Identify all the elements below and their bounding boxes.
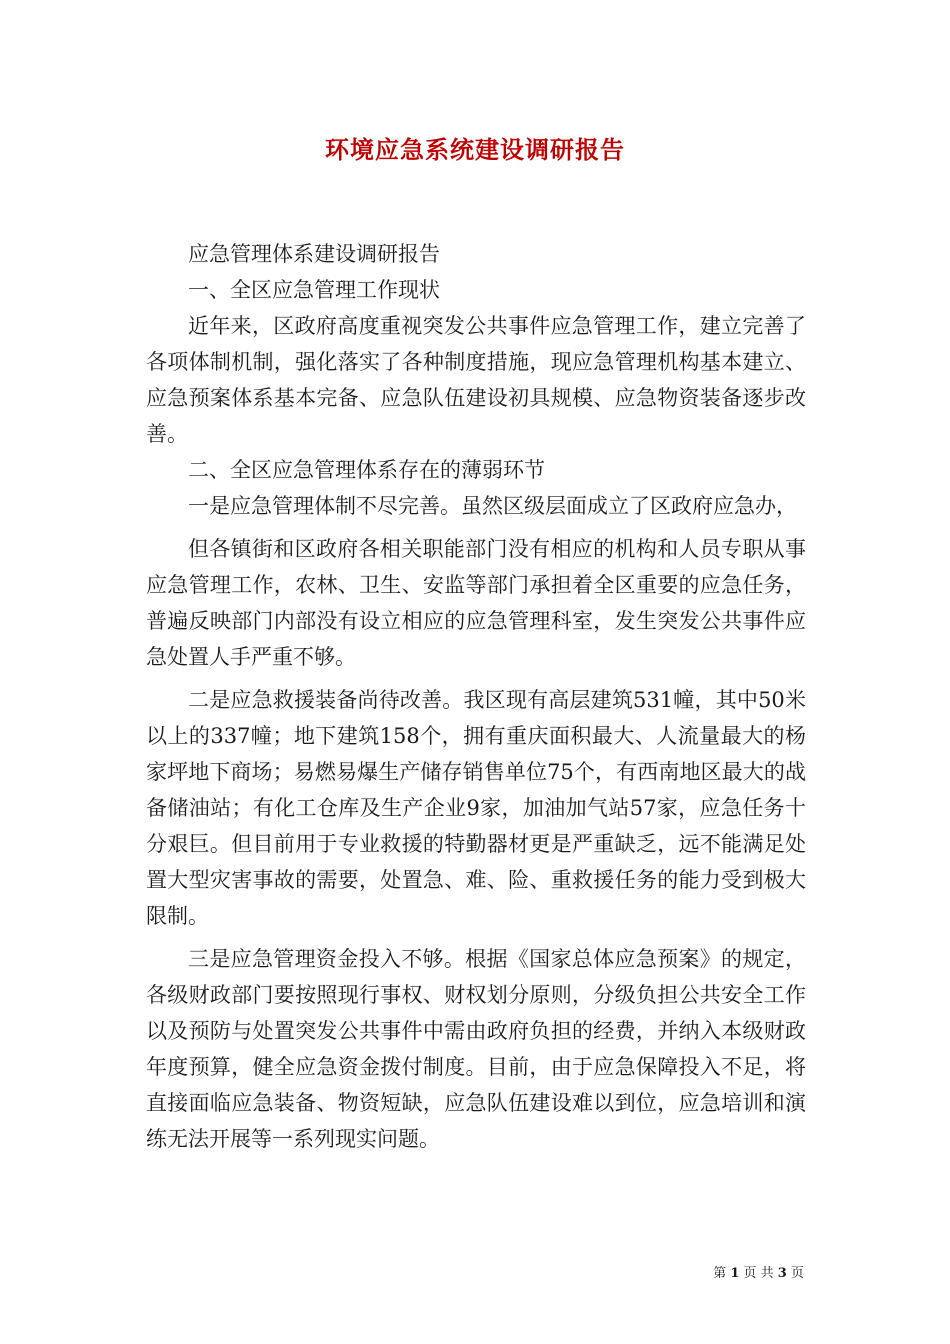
page-suffix: 页 bbox=[790, 1266, 804, 1281]
paragraph-current-status: 近年来，区政府高度重视突发公共事件应急管理工作，建立完善了各项体制机制，强化落实了各种制度措施，现应急管理机构基本建立、应急预案体系基本完备、应急队伍建设初具规模、应急物资装备逐步改善。 bbox=[146, 314, 806, 446]
paragraph-weakness-3: 三是应急管理资金投入不够。根据《国家总体应急预案》的规定，各级财政部门要按照现行事权、财权划分原则，分级负担公共安全工作以及预防与处置突发公共事件中需由政府负担的经费，并纳入本级财政年度预算，健全应急资金拨付制度。目前，由于应急保障投入不足，将直接面临应急装备、物资短缺，应急队伍建设难以到位，应急培训和演练无法开展等一系列现实问题。 bbox=[146, 947, 806, 1151]
current-page-number: 1 bbox=[730, 1266, 740, 1281]
paragraph-weakness-1-cont: 但各镇街和区政府各相关职能部门没有相应的机构和人员专职从事应急管理工作，农林、卫生、安监等部门承担着全区重要的应急任务，普遍反映部门内部没有设立相应的应急管理科室，发生突发公共事件应急处置人手严重不够。 bbox=[146, 537, 806, 669]
document-body bbox=[146, 236, 806, 1157]
page-number bbox=[713, 1262, 804, 1281]
page-prefix: 第 bbox=[713, 1266, 727, 1281]
paragraph-heading-1: 一、全区应急管理工作现状 bbox=[188, 278, 440, 302]
paragraph-subtitle: 应急管理体系建设调研报告 bbox=[188, 242, 440, 266]
paragraph-weakness-2: 二是应急救援装备尚待改善。我区现有高层建筑531幢，其中50米以上的337幢；地下建筑158个，拥有重庆面积最大、人流量最大的杨家坪地下商场；易燃易爆生产储存销售单位75个，有西南地区最大的战备储油站；有化工仓库及生产企业9家，加油加气站57家，应急任务十分艰巨。但目前用于专业救援的特勤器材更是严重缺乏，远不能满足处置大型灾害事故的需要，处置急、难、险、重救援任务的能力受到极大限制。 bbox=[146, 688, 806, 928]
total-pages-number: 3 bbox=[777, 1266, 787, 1281]
paragraph-heading-2: 二、全区应急管理体系存在的薄弱环节 bbox=[188, 458, 545, 482]
document-title: 环境应急系统建设调研报告 bbox=[325, 135, 625, 164]
paragraph-weakness-1: 一是应急管理体制不尽完善。虽然区级层面成立了区政府应急办， bbox=[188, 494, 797, 518]
page-middle: 页 共 bbox=[743, 1266, 774, 1281]
